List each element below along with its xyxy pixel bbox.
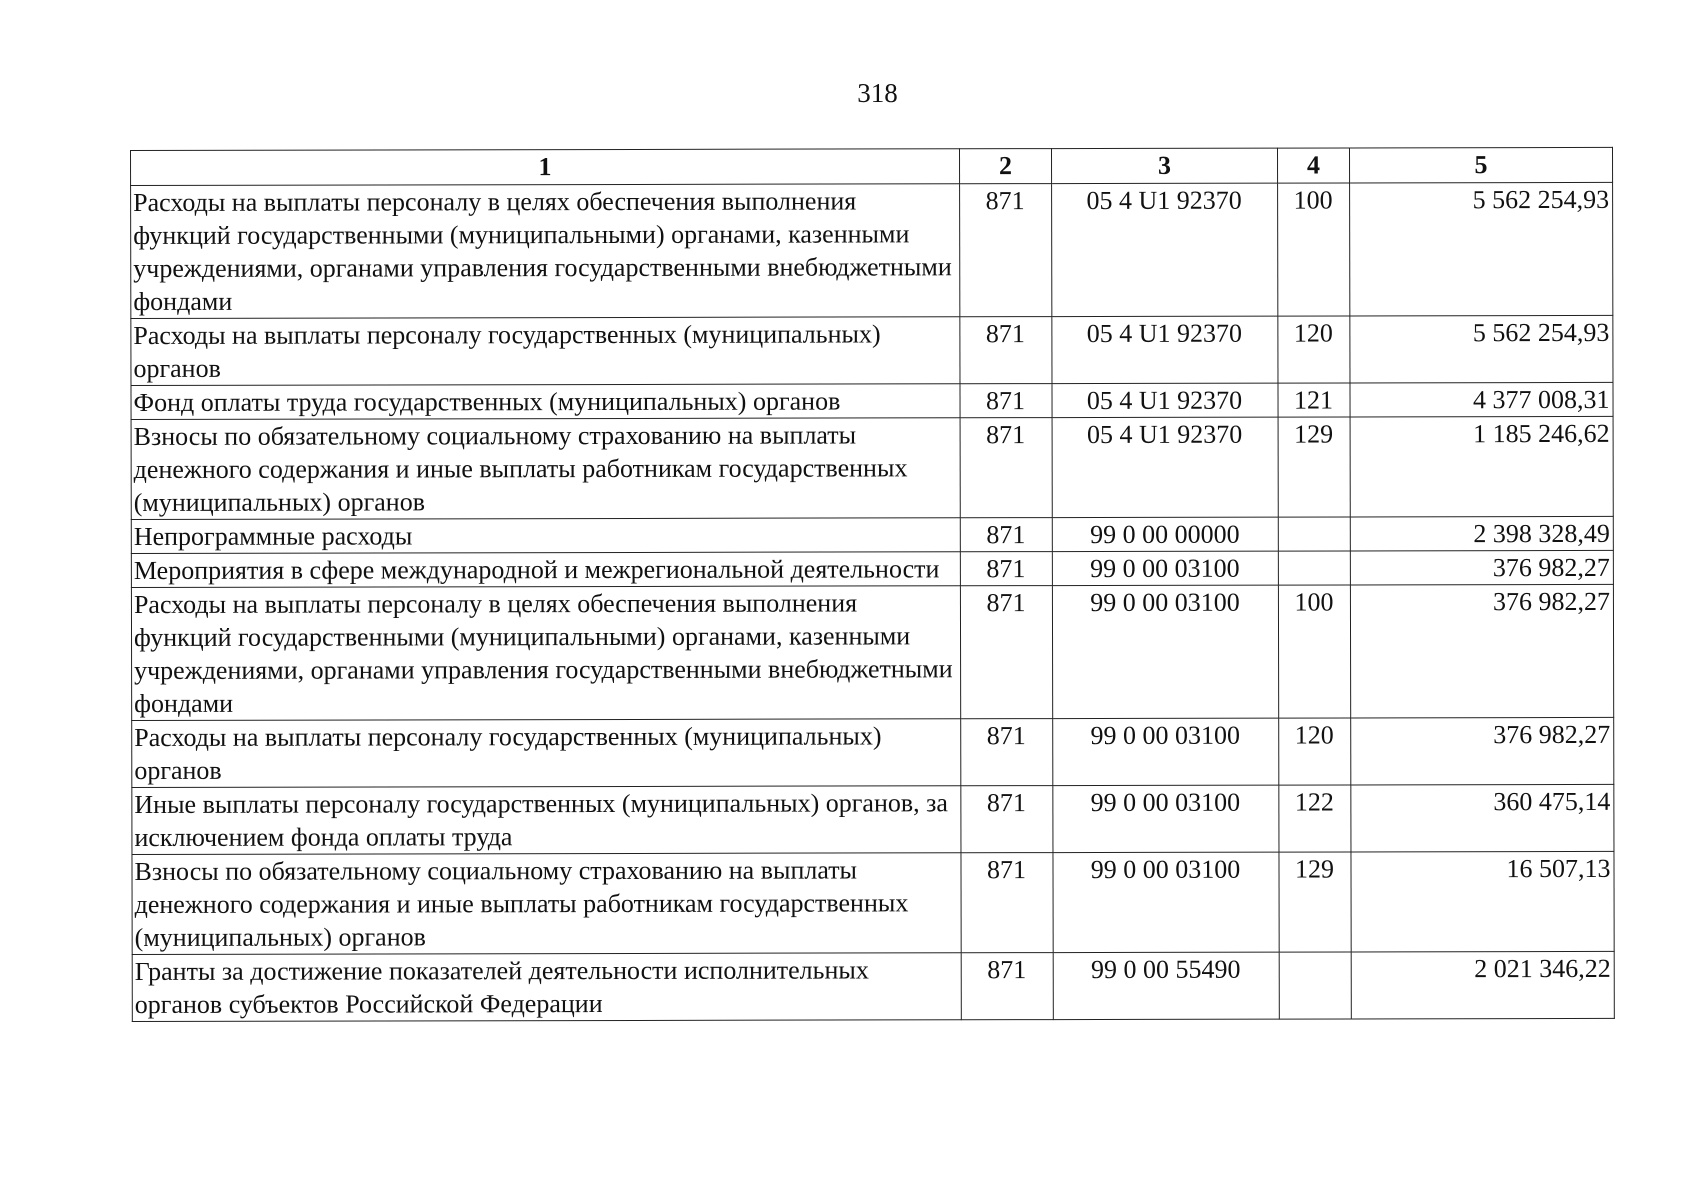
target-article-cell: 05 4 U1 92370 [1052,383,1278,417]
expense-type-cell [1278,517,1350,551]
table-row [131,416,1613,519]
ministry-code-cell: 871 [960,418,1052,518]
column-header-3: 3 [1051,148,1277,183]
budget-table [130,147,1615,1022]
expense-type-cell: 122 [1279,785,1351,852]
target-article-cell: 99 0 00 03100 [1052,551,1278,585]
page-number: 318 [857,78,898,108]
expense-type-cell: 129 [1279,852,1351,952]
column-header-4: 4 [1277,148,1349,183]
amount-cell: 360 475,14 [1351,784,1614,852]
expense-name-cell: Мероприятия в сфере международной и межрегиональной деятельности [131,552,960,588]
amount-cell: 2 021 346,22 [1351,951,1614,1019]
ministry-code-cell: 871 [960,552,1052,586]
target-article-cell: 05 4 U1 92370 [1052,417,1278,517]
ministry-code-cell: 871 [961,853,1053,953]
expense-type-cell: 100 [1278,183,1350,316]
table-row [131,182,1613,318]
amount-cell: 376 982,27 [1350,584,1613,718]
target-article-cell: 05 4 U1 92370 [1052,183,1278,316]
target-article-cell: 99 0 00 03100 [1052,585,1278,718]
amount-cell: 376 982,27 [1350,550,1613,585]
table-row [132,784,1614,854]
table-row [131,550,1613,587]
target-article-cell: 99 0 00 03100 [1053,718,1279,785]
column-header-1: 1 [131,149,960,186]
ministry-code-cell: 871 [960,184,1052,317]
table-row [132,851,1614,954]
table-row [131,584,1613,720]
amount-cell: 16 507,13 [1351,851,1614,952]
expense-type-cell: 120 [1279,718,1351,785]
expense-name-cell: Гранты за достижение показателей деятельности исполнительных органов субъектов Российской Федерации [132,953,961,1022]
expense-name-cell: Расходы на выплаты персоналу государственных (муниципальных) органов [132,719,961,788]
ministry-code-cell: 871 [960,518,1052,552]
ministry-code-cell: 871 [961,719,1053,786]
expense-name-cell: Иные выплаты персоналу государственных (муниципальных) органов, за исключением фонда оплаты труда [132,786,961,855]
expense-name-cell: Расходы на выплаты персоналу государственных (муниципальных) органов [131,317,960,386]
target-article-cell: 99 0 00 03100 [1053,785,1279,852]
column-header-2: 2 [959,149,1051,184]
amount-cell: 376 982,27 [1351,717,1614,785]
expense-name-cell: Взносы по обязательному социальному страхованию на выплаты денежного содержания и иные выплаты работникам государственных (муниципальных) органов [132,853,961,955]
column-header-5: 5 [1349,147,1612,183]
target-article-cell: 99 0 00 55490 [1053,952,1279,1019]
target-article-cell: 05 4 U1 92370 [1052,316,1278,383]
table-row [131,382,1613,419]
expense-name-cell: Расходы на выплаты персоналу в целях обеспечения выполнения функций государственными (муниципальными) органами, казенными учреждениями, органами управления государственными внебюджетными фондами [131,184,960,319]
expense-name-cell: Взносы по обязательному социальному страхованию на выплаты денежного содержания и иные выплаты работникам государственных (муниципальных) органов [131,418,960,520]
amount-cell: 2 398 328,49 [1350,516,1613,551]
amount-cell: 1 185 246,62 [1350,416,1613,517]
table-row [131,315,1613,385]
ministry-code-cell: 871 [961,953,1053,1020]
target-article-cell: 99 0 00 03100 [1053,852,1279,952]
expense-type-cell [1279,952,1351,1019]
ministry-code-cell: 871 [961,786,1053,853]
table-row [131,516,1613,553]
ministry-code-cell: 871 [960,384,1052,418]
target-article-cell: 99 0 00 00000 [1052,517,1278,551]
expense-type-cell [1278,551,1350,585]
expense-name-cell: Фонд оплаты труда государственных (муниципальных) органов [131,384,960,420]
expense-type-cell: 100 [1278,585,1350,718]
amount-cell: 5 562 254,93 [1350,182,1613,316]
expense-name-cell: Непрограммные расходы [131,518,960,554]
ministry-code-cell: 871 [960,586,1052,719]
amount-cell: 5 562 254,93 [1350,315,1613,383]
expense-type-cell: 121 [1278,383,1350,417]
header-row [131,147,1613,185]
amount-cell: 4 377 008,31 [1350,382,1613,417]
expense-type-cell: 120 [1278,316,1350,383]
table-row [132,951,1614,1021]
expense-type-cell: 129 [1278,417,1350,517]
table-row [132,717,1614,787]
expense-name-cell: Расходы на выплаты персоналу в целях обеспечения выполнения функций государственными (муниципальными) органами, казенными учреждениями, органами управления государственными внебюджетными фондами [131,586,960,721]
ministry-code-cell: 871 [960,317,1052,384]
